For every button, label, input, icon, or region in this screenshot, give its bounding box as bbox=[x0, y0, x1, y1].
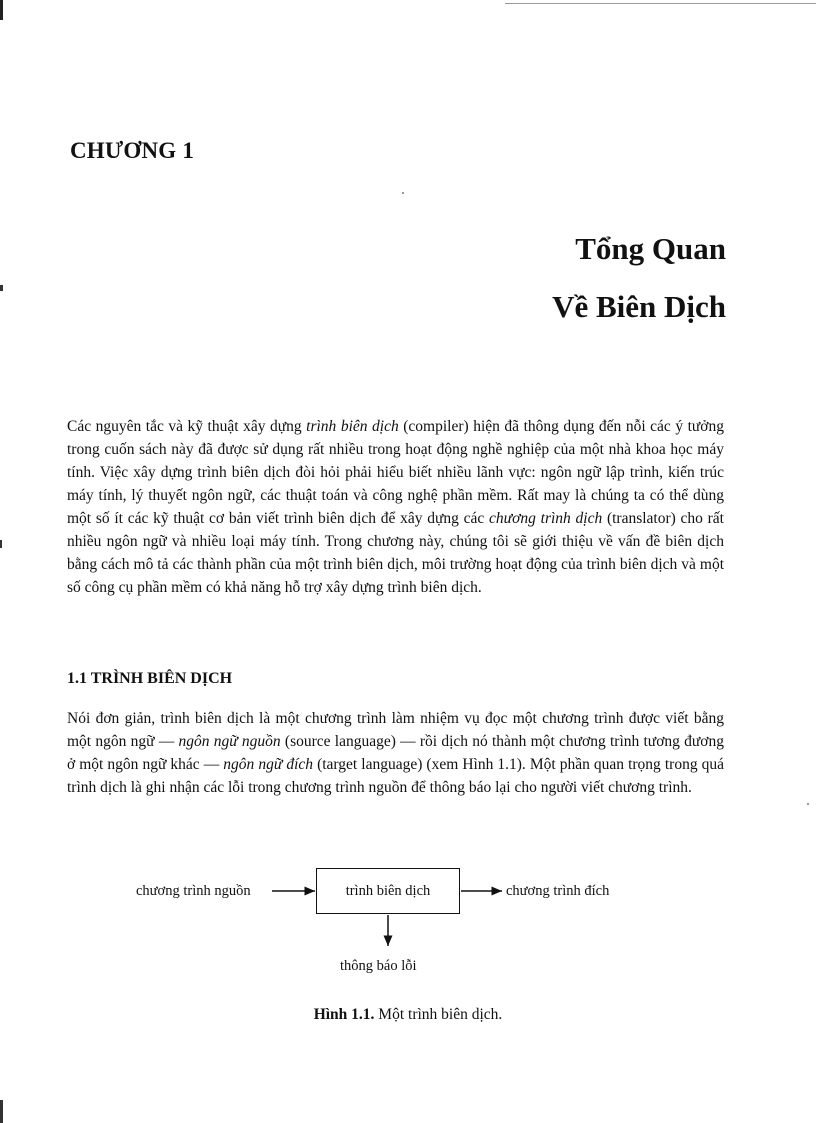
chapter-label: CHƯƠNG 1 bbox=[70, 138, 195, 163]
section-text-1: Nói đơn giản, trình biên dịch là một chương trình làm nhiệm vụ đọc một chương trình được viết bằng một ngôn ngữ — bbox=[67, 710, 724, 750]
error-messages-label: thông báo lỗi bbox=[340, 958, 417, 974]
chapter-title bbox=[552, 220, 726, 336]
intro-text-3: (translator) cho rất nhiều ngôn ngữ và nhiều loại máy tính. Trong chương này, chúng tôi sẽ giới thiệu về vấn đề biên dịch bằng cách mô tả các thành phần của một trình biên dịch, môi trường hoạt động của trình biên dịch và một số công cụ phần mềm có khả năng hỗ trợ xây dựng trình biên dịch. bbox=[67, 510, 724, 596]
scan-left-mark bbox=[0, 285, 3, 291]
chapter-title-line-1: Tổng Quan bbox=[575, 231, 726, 266]
figure-caption bbox=[0, 1006, 816, 1024]
scan-left-edge bbox=[0, 0, 3, 20]
target-program-label: chương trình đích bbox=[506, 883, 610, 899]
chapter-title-line-2: Về Biên Dịch bbox=[552, 289, 726, 324]
intro-text-1: Các nguyên tắc và kỹ thuật xây dựng bbox=[67, 418, 307, 435]
scan-speck bbox=[402, 192, 404, 194]
intro-paragraph bbox=[67, 415, 724, 599]
figure-caption-text: Một trình biên dịch. bbox=[374, 1006, 503, 1023]
section-term-source-language: ngôn ngữ nguồn bbox=[178, 733, 281, 750]
section-text-3: (target language) (xem Hình 1.1). Một phần quan trọng trong quá trình dịch là ghi nhận các lỗi trong chương trình nguồn để thông báo lại cho người viết chương trình. bbox=[67, 756, 724, 796]
source-program-label: chương trình nguồn bbox=[136, 883, 251, 899]
figure-label: Hình 1.1. bbox=[313, 1006, 375, 1023]
compiler-box-label: trình biên dịch bbox=[345, 882, 431, 899]
scan-left-mark bbox=[0, 1100, 3, 1123]
scan-left-mark bbox=[0, 540, 2, 548]
intro-text-2: (compiler) hiện đã thông dụng đến nỗi các ý tưởng trong cuốn sách này đã được sử dụng rất nhiều trong hoạt động nghề nghiệp của một nhà khoa học máy tính. Việc xây dựng trình biên dịch đòi hỏi phải hiểu biết nhiều lãnh vực: ngôn ngữ lập trình, kiến trúc máy tính, lý thuyết ngôn ngữ, các thuật toán và công nghệ phần mềm. Rất may là chúng ta có thể dùng một số ít các kỹ thuật cơ bản viết trình biên dịch để xây dựng các bbox=[67, 418, 724, 527]
section-heading: 1.1 TRÌNH BIÊN DỊCH bbox=[67, 670, 233, 687]
scan-top-rule bbox=[505, 3, 816, 4]
section-term-target-language: ngôn ngữ đích bbox=[223, 756, 314, 773]
compiler-diagram bbox=[120, 860, 680, 980]
intro-term-compiler: trình biên dịch bbox=[306, 418, 399, 435]
scan-speck bbox=[807, 803, 809, 805]
compiler-box bbox=[316, 868, 460, 914]
intro-term-translator: chương trình dịch bbox=[489, 510, 603, 527]
section-text-2: (source language) — rồi dịch nó thành một chương trình tương đương ở một ngôn ngữ khác — bbox=[67, 733, 724, 773]
section-paragraph bbox=[67, 707, 724, 799]
